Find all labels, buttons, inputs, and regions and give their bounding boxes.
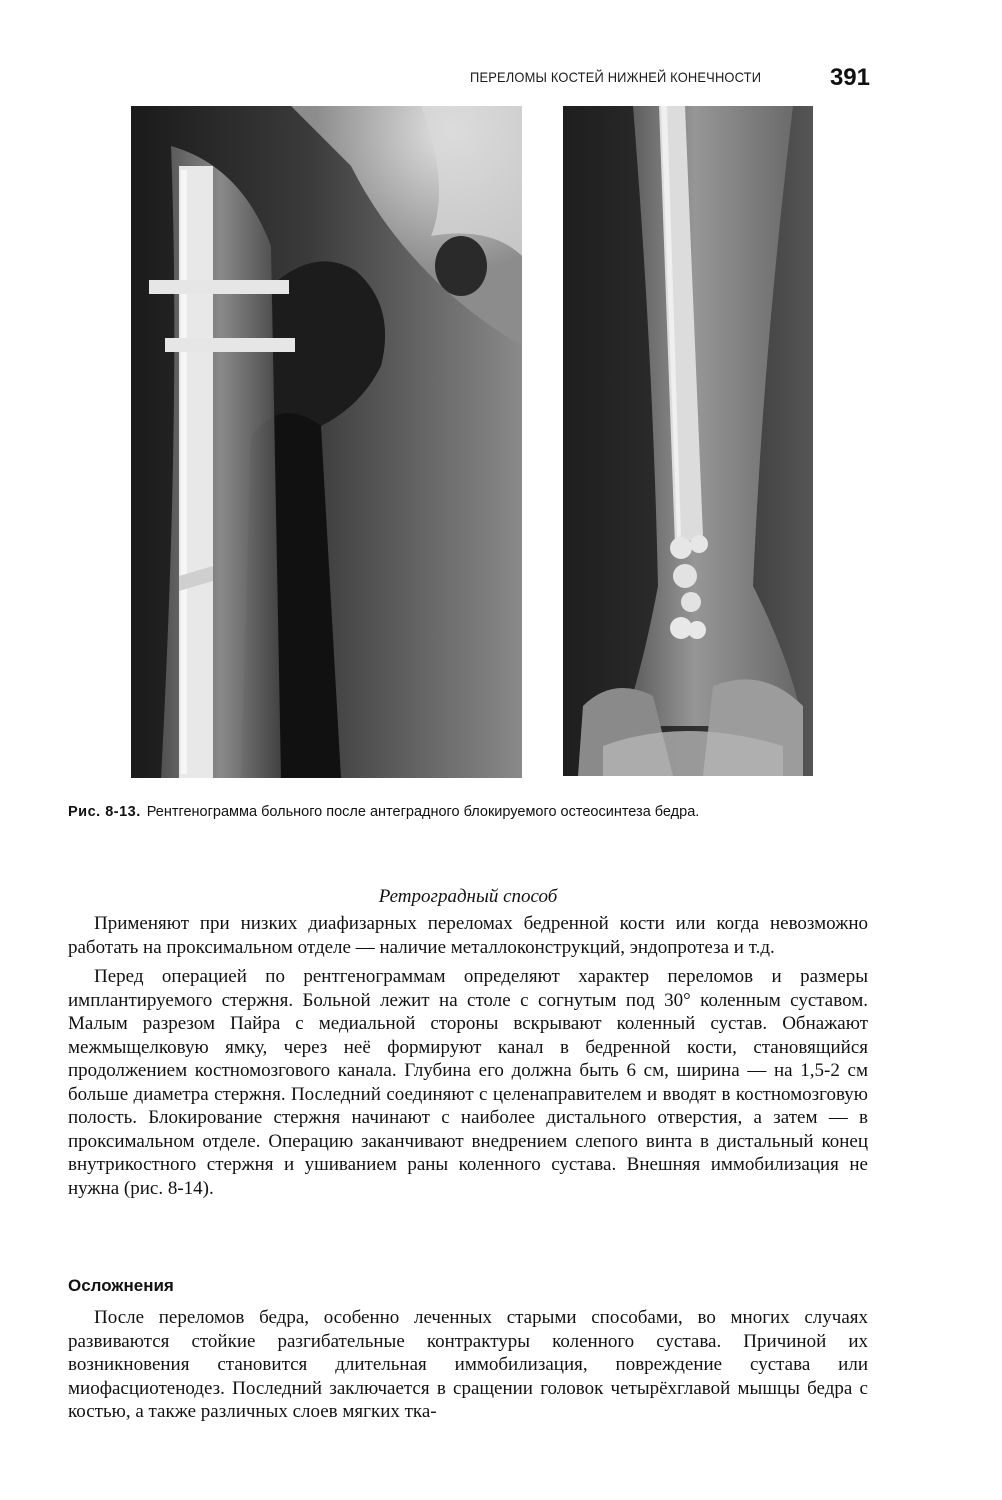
xray-knee-graphic	[563, 106, 813, 776]
xray-image-hip	[131, 106, 522, 778]
paragraph: Перед операцией по рентгенограммам определяют характер переломов и размеры имплантируемого стержня. Больной лежит на столе с согнутым под 30° коленным суставом. Малым разрезом Пайра с медиальной стороны вскрывают коленный сустав. Обнажают межмыщелковую ямку, через неё формируют канал в бедренной кости, становящийся продолжением костномозгового канала. Глубина его должна быть 6 см, ширина — на 1,5-2 см больше диаметра стержня. Последний соединяют с целенаправителем и вводят в костномозговую полость. Блокирование стержня начинают с наиболее дистального отверстия, а затем — в проксимальном отделе. Операцию заканчивают внедрением слепого винта в дистальный конец внутрикостного стержня и ушиванием раны коленного сустава. Внешняя иммобилизация не нужна (рис. 8-14).	[68, 966, 868, 1199]
complications-body	[68, 1306, 868, 1424]
figure-caption-text: Рентгенограмма больного после антеградного блокируемого остеосинтеза бедра.	[146, 804, 700, 820]
figure-label: Рис. 8-13.	[68, 804, 141, 820]
running-title: ПЕРЕЛОМЫ КОСТЕЙ НИЖНЕЙ КОНЕЧНОСТИ	[470, 69, 762, 85]
running-head	[470, 64, 870, 94]
subsection-body	[68, 912, 868, 1200]
section-heading: Осложнения	[68, 1276, 174, 1295]
subsection-title: Ретроградный способ	[378, 886, 558, 907]
xray-hip-graphic	[131, 106, 522, 778]
page-number: 391	[829, 64, 870, 91]
xray-image-knee	[563, 106, 813, 776]
figure-caption	[68, 804, 948, 820]
paragraph: После переломов бедра, особенно леченных старыми способами, во многих случаях развиваются стойкие разгибательные контрактуры коленного сустава. Причиной их возникновения становится длительная иммобилизация, повреждение сустава или миофасциотенодез. Последний заключается в сращении головок четырёхглавой мышцы бедра с костью, а также различных слоев мягких тка-	[68, 1307, 868, 1422]
paragraph: Применяют при низких диафизарных переломах бедренной кости или когда невозможно работать на проксимальном отделе — наличие металлоконструкций, эндопротеза и т.д.	[68, 913, 868, 958]
